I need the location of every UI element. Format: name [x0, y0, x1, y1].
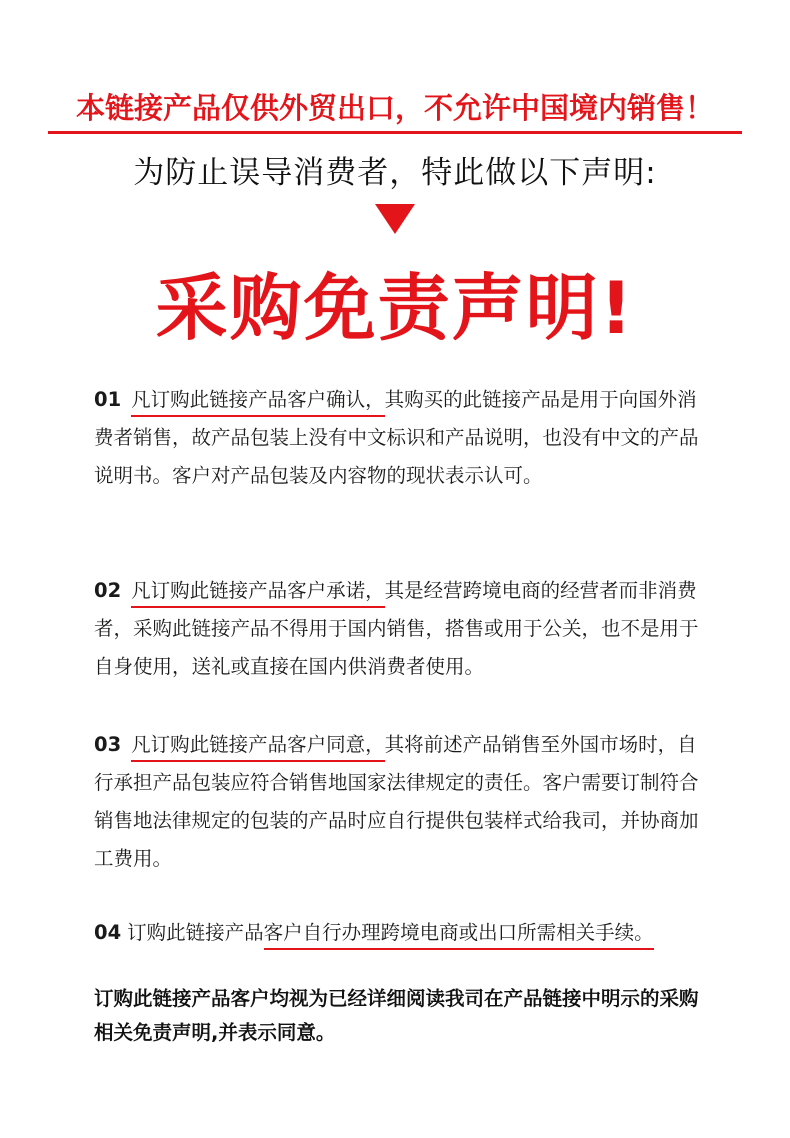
- clause-01: [94, 381, 714, 495]
- clause-text-rest: 场时，自行承担产品包装应符合销售地国家法律规定的责任。客户需要订制符合销售地法律规定的包装的产品时应自行提供包装样式给我司，并协商加工费用。: [94, 733, 699, 870]
- clause-number: 04: [94, 921, 122, 944]
- clause-03: [94, 726, 714, 878]
- clause-text: 其将前述产品销售至外国市: [384, 733, 619, 756]
- clause-number: 03: [94, 733, 122, 756]
- clause-text: 其是经营跨境电商的经营者: [384, 579, 619, 602]
- clause-highlight: 客户自行办理跨境电商或出口所需相关手续。: [264, 921, 654, 950]
- clause-highlight: 凡订购此链接产品客户同意，: [131, 733, 385, 762]
- clause-highlight: 凡订购此链接产品客户确认，: [131, 388, 385, 417]
- clause-number: 01: [94, 388, 122, 411]
- export-only-banner: 本链接产品仅供外贸出口，不允许中国境内销售！: [75, 91, 714, 125]
- clause-02: [94, 572, 714, 686]
- clause-text-rest: 而非消费者，采购此链接产品不得用于国内销售，搭售或用于公关，也不是用于自身使用，送礼或直接在国内供消费者使用。: [94, 579, 699, 678]
- down-triangle-icon: [375, 204, 415, 234]
- banner-underline: [48, 131, 742, 134]
- clause-text: 其购买的此链接产品是用于: [384, 388, 619, 411]
- clause-text-rest: 向国外消费者销售，故产品包装上没有中文标识和产品说明，也没有中文的产品说明书。客户对产品包装及内容物的现状表示认可。: [94, 388, 699, 487]
- clause-highlight: 凡订购此链接产品客户承诺，: [131, 579, 385, 608]
- clause-number: 02: [94, 579, 122, 602]
- clause-04: [94, 914, 734, 952]
- declaration-subtitle: 为防止误导消费者，特此做以下声明:: [133, 155, 657, 191]
- clause-text: 订购此链接产品: [127, 921, 264, 944]
- page-title: 采购免责声明!: [155, 266, 635, 350]
- final-acknowledgement: 订购此链接产品客户均视为已经详细阅读我司在产品链接中明示的采购相关免责声明,并表示同意。: [94, 987, 699, 1044]
